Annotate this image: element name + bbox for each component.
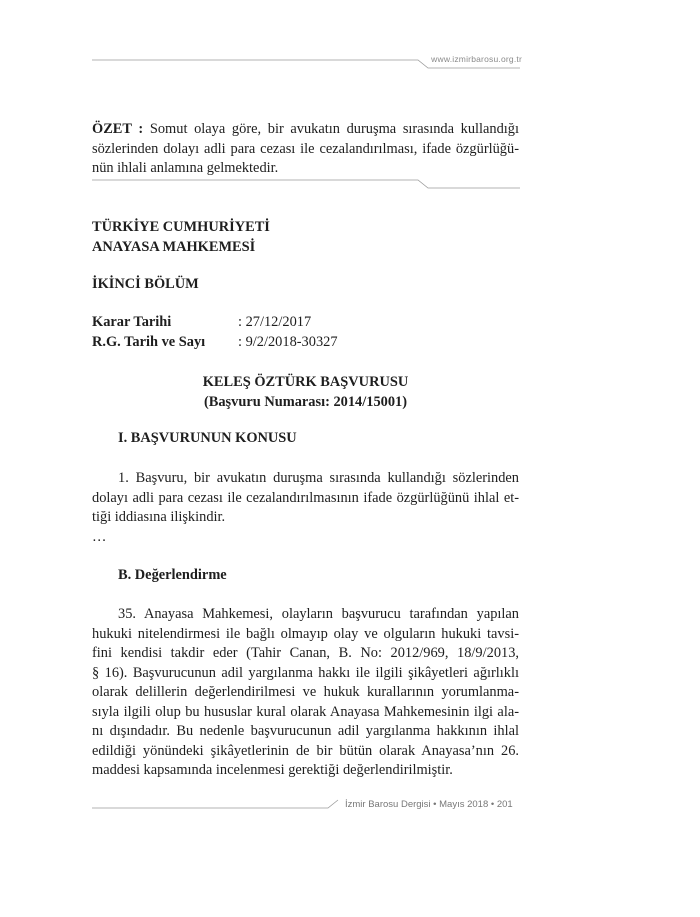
court-country: TÜRKİYE CUMHURİYETİ [92,219,270,235]
website-url: www.izmirbarosu.org.tr [431,54,522,64]
summary-box [92,120,519,179]
court-chamber: İKİNCİ BÖLÜM [92,276,199,292]
gazette-value: : 9/2/2018-30327 [238,334,338,350]
section2-heading: B. Değerlendirme [118,567,227,583]
section2-line-4: § 16). Başvurucunun adil yargılanma hakkı ile ilgili şikâyetleri ağırlıklı [92,664,519,681]
footer-journal: İzmir Barosu Dergisi • Mayıs 2018 • 201 [345,799,513,810]
summary-rule [92,178,520,190]
section1-ellipsis: … [92,528,107,545]
summary-text-1: Somut olaya göre, bir avukatın duruşma sırasında kullandığı [149,121,519,137]
section2-body [92,605,519,781]
section1-line-2: dolayı adli para cezası ile cezalandırılmasının ifade özgürlüğünü ihlal et- [92,489,519,506]
section2-line-2: hukuki nitelendirmesi ile bağlı olmayıp olay ve olguların hukuki tavsi- [92,625,519,642]
case-number: (Başvuru Numarası: 2014/15001) [203,394,408,410]
section2-line-9: maddesi kapsamında incelenmesi gerektiği değerlendirilmiştir. [92,762,453,778]
gazette-label: R.G. Tarih ve Sayı [92,334,206,350]
footer-rule [92,798,340,810]
section2-line-6: sıyla ilgili olup bu hususlar kural olarak Anayasa Mahkemesinin ilgi ala- [92,703,519,720]
section1-body [92,469,519,547]
summary-line-3: nün ihlali anlamına gelmektedir. [92,160,279,176]
section2-line-3: fini kendisi takdir eder (Tahir Canan, B. No: 2012/969, 18/9/2013, [92,645,519,661]
section2-line-8: edildiği yönündeki şikâyetlerinin de bir bütün olarak Anayasa’nın 26. [92,742,519,759]
decision-date-label: Karar Tarihi [92,314,172,330]
section1-heading: I. BAŞVURUNUN KONUSU [118,430,297,446]
summary-line-1 [92,120,519,140]
section2-line-1: 35. Anayasa Mahkemesi, olayların başvurucu tarafından yapılan [118,606,519,622]
decision-date-row [92,314,311,331]
section2-line-7: nı dışındadır. Bu nedenle başvurucunun adil yargılanma hakkının ihlal [92,723,519,739]
gazette-row [92,334,338,351]
section1-line-1: 1. Başvuru, bir avukatın duruşma sırasında kullandığı sözlerinden [118,470,519,486]
summary-line-2: sözlerinden dolayı adli para cezası ile cezalandırılması, ifade özgürlüğü- [92,140,519,157]
section2-line-5: olarak delillerin değerlendirilmesi ve hukuk kurallarının yorumlanma- [92,684,519,700]
decision-date-value: : 27/12/2017 [238,314,312,330]
case-title: KELEŞ ÖZTÜRK BAŞVURUSU [202,374,409,390]
court-name: ANAYASA MAHKEMESİ [92,239,256,255]
section1-line-3: tiği iddiasına ilişkindir. [92,509,226,525]
summary-label: ÖZET : [92,121,144,137]
